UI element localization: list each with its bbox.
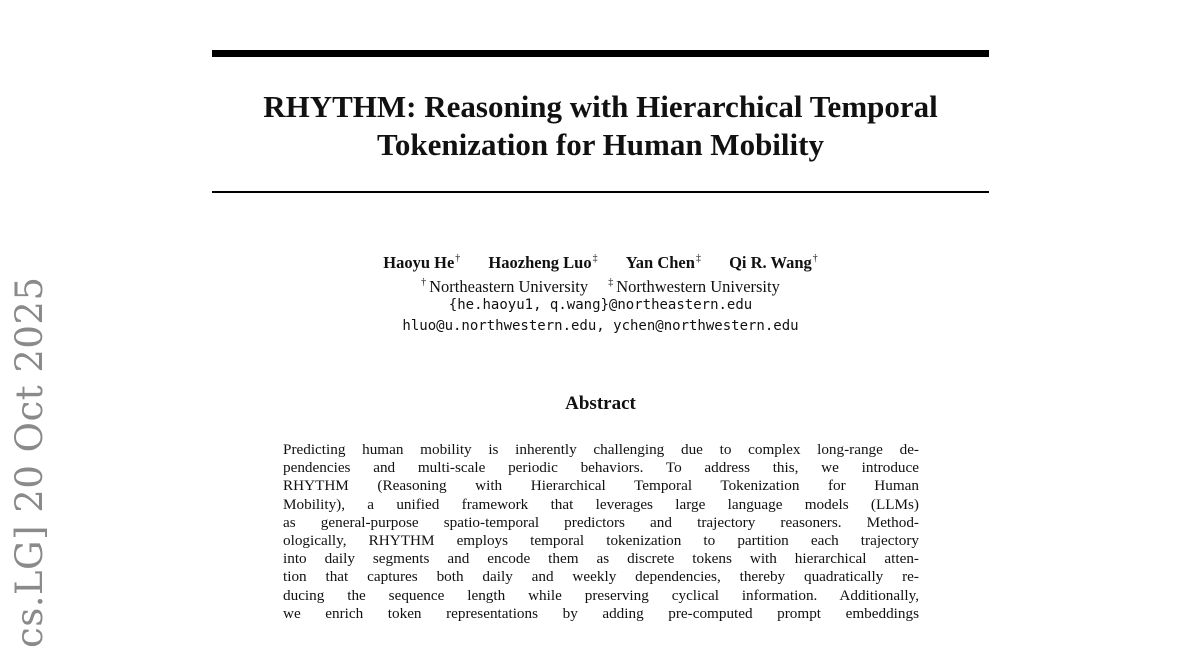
abstract-line: as general-purpose spatio-temporal predictors and trajectory reasoners. Method- xyxy=(283,513,919,531)
title-line-1: RHYTHM: Reasoning with Hierarchical Temporal xyxy=(263,89,938,124)
affiliation-list xyxy=(212,273,989,297)
top-rule xyxy=(212,50,989,57)
abstract-line: into daily segments and encode them as discrete tokens with hierarchical atten- xyxy=(283,550,919,568)
abstract-line: ducing the sequence length while preserving cyclical information. Additionally, xyxy=(283,586,919,604)
email-line-1: {he.haoyu1, q.wang}@northeastern.edu xyxy=(448,297,753,313)
abstract-line: we enrich token representations by adding pre-computed prompt embeddings xyxy=(283,604,919,622)
affiliation: † Northeastern University xyxy=(421,276,589,296)
paper-title xyxy=(212,88,989,164)
abstract-line: tion that captures both daily and weekly dependencies, thereby quadratically re- xyxy=(283,568,919,586)
abstract-body xyxy=(283,441,919,623)
abstract-line: pendencies and multi-scale periodic behaviors. To address this, we introduce xyxy=(283,459,919,477)
abstract-line: RHYTHM (Reasoning with Hierarchical Temporal Tokenization for Human xyxy=(283,477,919,495)
author: Haozheng Luo‡ xyxy=(488,252,598,272)
author: Haoyu He† xyxy=(383,252,461,272)
author-list xyxy=(212,249,989,273)
affiliation: ‡ Northwestern University xyxy=(608,276,780,296)
author: Yan Chen‡ xyxy=(625,252,701,272)
abstract-line: ologically, RHYTHM employs temporal tokenization to partition each trajectory xyxy=(283,532,919,550)
abstract-line: Mobility), a unified framework that leverages large language models (LLMs) xyxy=(283,495,919,513)
email-line-2: hluo@u.northwestern.edu, ychen@northwestern.edu xyxy=(402,318,799,334)
abstract-line: Predicting human mobility is inherently challenging due to complex long-range de- xyxy=(283,441,919,458)
author: Qi R. Wang† xyxy=(729,252,818,272)
arxiv-stamp: cs.LG] 20 Oct 2025 xyxy=(8,276,51,648)
title-rule xyxy=(212,191,989,193)
title-line-2: Tokenization for Human Mobility xyxy=(377,127,824,162)
abstract-heading: Abstract xyxy=(565,393,636,414)
